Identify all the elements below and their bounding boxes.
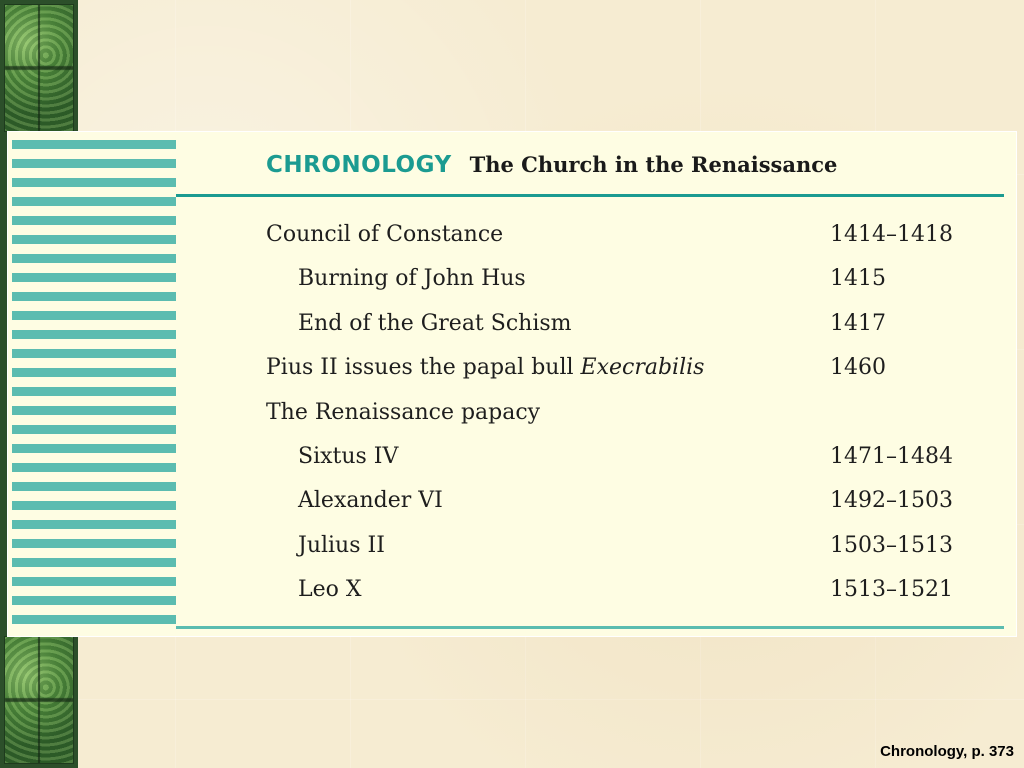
event-date: 1503–1513 <box>830 532 953 558</box>
event-date: 1460 <box>830 355 886 381</box>
event-text: Burning of John Hus <box>298 266 526 292</box>
stained-glass-art-bottom <box>4 636 74 764</box>
chronology-row <box>266 480 1006 524</box>
event-text: Julius II <box>298 532 385 558</box>
event-text: Pius II issues the papal bull Execrabilis <box>266 355 705 381</box>
page-caption: Chronology, p. 373 <box>880 743 1014 760</box>
chronology-row <box>266 214 1006 258</box>
chronology-row <box>266 347 1006 391</box>
event-text: Leo X <box>298 577 362 603</box>
event-text: Alexander VI <box>298 488 443 514</box>
event-date: 1492–1503 <box>830 488 953 514</box>
chronology-title: The Church in the Renaissance <box>469 152 838 177</box>
chronology-row <box>266 258 1006 302</box>
event-date: 1513–1521 <box>830 577 953 603</box>
event-text: Council of Constance <box>266 222 504 247</box>
event-text: Sixtus IV <box>298 443 399 469</box>
chronology-row <box>266 525 1006 569</box>
footer-divider <box>176 626 1004 629</box>
decorative-stripes <box>12 140 176 632</box>
chronology-list <box>266 214 1006 614</box>
chronology-header <box>266 152 837 188</box>
event-date: 1415 <box>830 266 886 292</box>
chronology-card <box>8 132 1016 636</box>
event-text: End of the Great Schism <box>298 310 572 336</box>
chronology-label: CHRONOLOGY <box>266 152 452 178</box>
chronology-row <box>266 392 1006 436</box>
event-date: 1417 <box>830 310 886 336</box>
header-divider <box>176 194 1004 197</box>
chronology-row <box>266 436 1006 480</box>
stained-glass-art-top <box>4 4 74 132</box>
chronology-row <box>266 303 1006 347</box>
event-text: The Renaissance papacy <box>266 399 541 425</box>
event-date: 1414–1418 <box>830 222 953 247</box>
chronology-row <box>266 569 1006 613</box>
event-date: 1471–1484 <box>830 443 953 469</box>
